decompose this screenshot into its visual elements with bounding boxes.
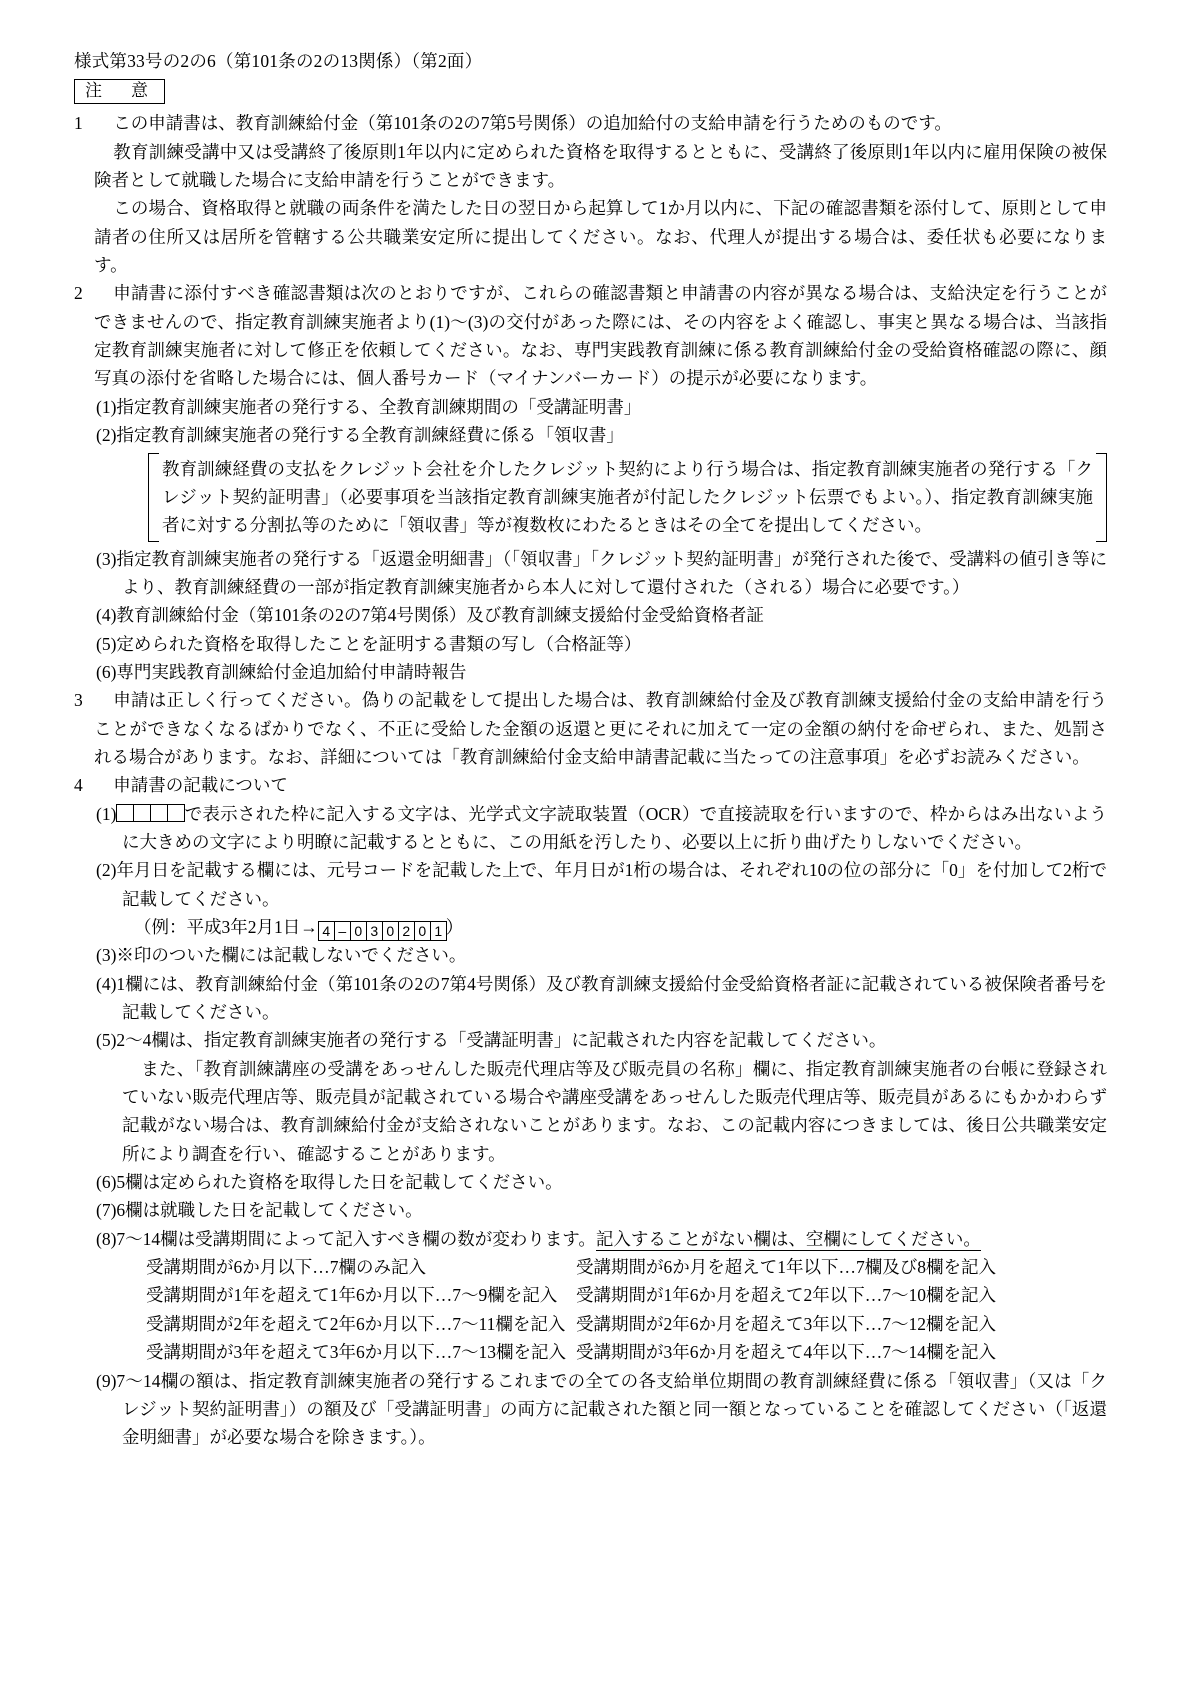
duration-cell-3-1: 受講期間が2年を超えて2年6か月以下…7～11欄を記入 bbox=[146, 1313, 566, 1334]
item-3-para-1: 申請は正しく行ってください。偽りの記載をして提出した場合は、教育訓練給付金及び教育訓練支援給付金の支給申請を行うことができなくなるばかりでなく、不正に受給した金額の返還と更にそれに加えて一定の金額の納付を命ぜられ、また、処罰される場合があります。なお、詳細については「教育訓練給付金支給申請書記載に当たっての注意事項」を必ずお読みください。 bbox=[94, 690, 1107, 767]
item-4-sub-9: (9)7～14欄の額は、指定教育訓練実施者の発行するこれまでの全ての各支給単位期間の教育訓練経費に係る「領収書」（又は「クレジット契約証明書」）の額及び「受講証明書」の両方に記載された額と同一額となっていることを確認してください（「返還金明細書」が必要な場合を除きます。）。 bbox=[96, 1370, 1107, 1448]
example-suffix: ） bbox=[445, 917, 464, 938]
item-4-sub-1-text: で表示された枠に記入する文字は、光学式文字読取装置（OCR）で直接読取を行いますので、枠からはみ出ないように大きめの文字により明瞭に記載するとともに、この用紙を汚したり、必要以上に折り曲げたりしないでください。 bbox=[122, 803, 1107, 852]
item-4-sub-4: (4)1欄には、教育訓練給付金（第101条の2の7第4号関係）及び教育訓練支援給付金受給資格者証に記載されている被保険者番号を記載してください。 bbox=[96, 973, 1107, 1023]
duration-table-row-2 bbox=[74, 1281, 1107, 1309]
item-4-sub-1-prefix: (1) bbox=[96, 803, 117, 824]
item-2-sub-4: (4)教育訓練給付金（第101条の2の7第4号関係）及び教育訓練支援給付金受給資格者証 bbox=[96, 605, 764, 626]
item-2-sub-6: (6)専門実践教育訓練給付金追加給付申請時報告 bbox=[96, 661, 467, 682]
item-2-bracket-block bbox=[74, 453, 1107, 542]
item-4-sub-8 bbox=[74, 1225, 1107, 1253]
item-4 bbox=[74, 771, 1107, 799]
item-2-sub-1: (1)指定教育訓練実施者の発行する、全教育訓練期間の「受講証明書」 bbox=[96, 396, 642, 417]
item-1 bbox=[74, 109, 1107, 279]
duration-cell-2-2: 受講期間が1年6か月を超えて2年以下…7～10欄を記入 bbox=[576, 1285, 996, 1306]
item-4-sub-8-underlined: 記入することがない欄は、空欄にしてください。 bbox=[595, 1228, 981, 1249]
item-2 bbox=[74, 279, 1107, 392]
duration-cell-4-2: 受講期間が3年6か月を超えて4年以下…7～14欄を記入 bbox=[576, 1342, 996, 1363]
duration-cell-4-1: 受講期間が3年を超えて3年6か月以下…7～13欄を記入 bbox=[146, 1342, 566, 1363]
duration-table-row-4 bbox=[74, 1338, 1107, 1366]
duration-cell-1-2: 受講期間が6か月を超えて1年以下…7欄及び8欄を記入 bbox=[576, 1257, 996, 1278]
ocr-filled-boxes: 4 – 0 3 0 2 0 1 bbox=[318, 921, 446, 941]
item-1-para-1: この申請書は、教育訓練給付金（第101条の2の7第5号関係）の追加給付の支給申請を行うためのものです。 bbox=[113, 113, 952, 134]
ocr-box-icon bbox=[116, 804, 184, 822]
note-label: 注 意 bbox=[74, 79, 165, 104]
duration-table-row-3 bbox=[74, 1310, 1107, 1338]
item-4-title: 申請書の記載について bbox=[113, 775, 288, 796]
item-4-sub-5-para: また、「教育訓練講座の受講をあっせんした販売代理店等及び販売員の名称」欄に、指定教育訓練実施者の台帳に登録されていない販売代理店等、販売員が記載されている場合や講座受講をあっせんした販売代理店等、販売員があるにもかかわらず記載がない場合は、教育訓練給付金が支給されないことがあります。なお、この記載内容につきましては、後日公共職業安定所により調査を行い、確認することがあります。 bbox=[122, 1058, 1107, 1164]
duration-table-row-1 bbox=[74, 1253, 1107, 1281]
duration-cell-3-2: 受講期間が2年6か月を超えて3年以下…7～12欄を記入 bbox=[576, 1313, 996, 1334]
example-prefix: （例：平成3年2月1日→ bbox=[134, 917, 318, 938]
item-2-bracket-text: 教育訓練経費の支払をクレジット会社を介したクレジット契約により行う場合は、指定教育訓練実施者の発行する「クレジット契約証明書」（必要事項を当該指定教育訓練実施者が付記したクレジット伝票でもよい。）、指定教育訓練実施者に対する分割払等のために「領収書」等が複数枚にわたるときはその全てを提出してください。 bbox=[148, 453, 1107, 542]
item-4-sub-7: (7)6欄は就職した日を記載してください。 bbox=[96, 1200, 423, 1221]
item-4-sub-8-text: (8)7～14欄は受講期間によって記入すべき欄の数が変わります。 bbox=[96, 1228, 596, 1249]
item-2-sub-3: (3)指定教育訓練実施者の発行する「返還金明細書」（「領収書」「クレジット契約証明書」が発行された後で、受講料の値引き等により、教育訓練経費の一部が指定教育訓練実施者から本人に対して還付された（される）場合に必要です。） bbox=[96, 548, 1107, 597]
form-number: 様式第33号の2の6（第101条の2の13関係）（第2面） bbox=[74, 51, 483, 71]
item-1-number: 1 bbox=[74, 113, 83, 134]
item-3 bbox=[74, 686, 1107, 771]
item-4-sub-2-example bbox=[74, 913, 1107, 941]
item-4-sub-2: (2)年月日を記載する欄には、元号コードを記載した上で、年月日が1桁の場合は、それぞれ10の位の部分に「0」を付加して2桁で記載してください。 bbox=[96, 860, 1107, 909]
duration-cell-1-1: 受講期間が6か月以下…7欄のみ記入 bbox=[146, 1257, 426, 1278]
item-3-number: 3 bbox=[74, 690, 83, 711]
item-4-sub-6: (6)5欄は定められた資格を取得した日を記載してください。 bbox=[96, 1172, 563, 1193]
item-2-sub-5: (5)定められた資格を取得したことを証明する書類の写し（合格証等） bbox=[96, 633, 642, 654]
item-4-sub-5: (5)2～4欄は、指定教育訓練実施者の発行する「受講証明書」に記載された内容を記載してください。 bbox=[96, 1030, 887, 1051]
item-1-para-2: 教育訓練受講中又は受講終了後原則1年以内に定められた資格を取得するとともに、受講終了後原則1年以内に雇用保険の被保険者として就職した場合に支給申請を行うことができます。 bbox=[94, 141, 1107, 191]
item-4-number: 4 bbox=[74, 775, 83, 796]
duration-cell-2-1: 受講期間が1年を超えて1年6か月以下…7～9欄を記入 bbox=[146, 1285, 558, 1306]
item-2-para-1: 申請書に添付すべき確認書類は次のとおりですが、これらの確認書類と申請書の内容が異なる場合は、支給決定を行うことができませんので、指定教育訓練実施者より(1)～(3)の交付があった際には、その内容をよく確認し、事実と異なる場合は、当該指定教育訓練実施者に対して修正を依頼してください。なお、専門実践教育訓練に係る教育訓練給付金の受給資格確認の際に、顔写真の添付を省略した場合には、個人番号カード（マイナンバーカード）の提示が必要になります。 bbox=[94, 283, 1107, 389]
item-4-sub-1 bbox=[74, 800, 1107, 857]
item-2-sub-2: (2)指定教育訓練実施者の発行する全教育訓練経費に係る「領収書」 bbox=[96, 425, 624, 446]
item-1-para-3: この場合、資格取得と就職の両条件を満たした日の翌日から起算して1か月以内に、下記の確認書類を添付して、原則として申請者の住所又は居所を管轄する公共職業安定所に提出してください。なお、代理人が提出する場合は、委任状も必要になります。 bbox=[94, 198, 1107, 276]
item-4-sub-3: (3)※印のついた欄には記載しないでください。 bbox=[96, 945, 467, 966]
item-2-number: 2 bbox=[74, 283, 83, 304]
